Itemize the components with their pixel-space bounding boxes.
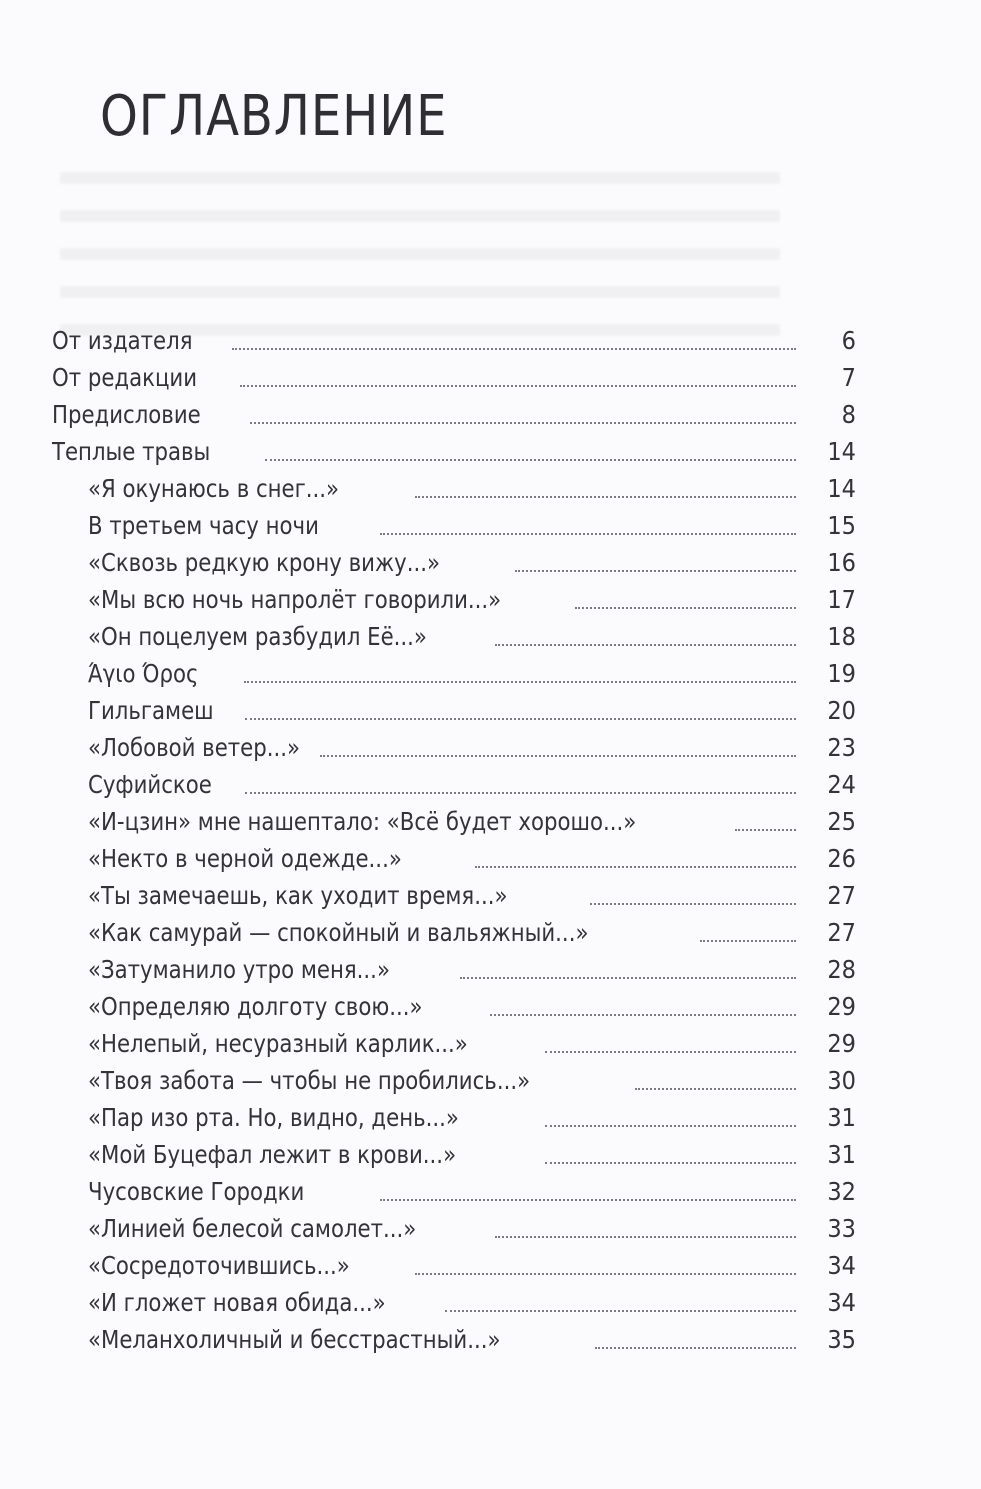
dot-leader: [545, 1125, 796, 1127]
toc-entry-page-number: 28: [827, 955, 856, 984]
dot-leader: [545, 1162, 796, 1164]
toc-entry: [52, 988, 856, 1025]
toc-entry-page-number: 20: [827, 696, 856, 725]
dot-leader: [495, 644, 796, 646]
toc-entry: [52, 544, 856, 581]
toc-entry-title: «Затуманило утро меня...»: [88, 955, 390, 984]
toc-entry-page-number: 8: [841, 400, 856, 429]
toc-entry-title: От издателя: [52, 326, 193, 355]
dot-leader: [490, 1014, 796, 1016]
toc-entry-page-number: 24: [827, 770, 856, 799]
toc-entry-page-number: 18: [827, 622, 856, 651]
toc-entry-page-number: 31: [827, 1103, 856, 1132]
toc-entry: [52, 1321, 856, 1358]
dot-leader: [515, 570, 796, 572]
toc-entry-title: «Сосредоточившись...»: [88, 1251, 350, 1280]
dot-leader: [700, 940, 796, 942]
dot-leader: [595, 1347, 796, 1349]
toc-entry-title: «Я окунаюсь в снег...»: [88, 474, 340, 503]
dot-leader: [245, 792, 796, 794]
toc-entry-page-number: 27: [827, 918, 856, 947]
dot-leader: [320, 755, 796, 757]
dot-leader: [545, 1051, 796, 1053]
toc-entry: [52, 692, 856, 729]
toc-entry: [52, 470, 856, 507]
dot-leader: [735, 829, 796, 831]
dot-leader: [635, 1088, 796, 1090]
toc-entry-page-number: 34: [827, 1251, 856, 1280]
toc-entry: [52, 1210, 856, 1247]
toc-entry: [52, 914, 856, 951]
dot-leader: [265, 459, 796, 461]
dot-leader: [475, 866, 796, 868]
toc-entry-page-number: 34: [827, 1288, 856, 1317]
toc-entry-title: «Мы всю ночь напролёт говорили...»: [88, 585, 502, 614]
dot-leader: [590, 903, 796, 905]
toc-entry-page-number: 14: [827, 474, 856, 503]
toc-entry-page-number: 7: [841, 363, 856, 392]
toc-entry-title: Предисловие: [52, 400, 201, 429]
dot-leader: [240, 385, 796, 387]
toc-entry-title: В третьем часу ночи: [88, 511, 319, 540]
toc-entry-title: Άγιο Όρος: [88, 659, 199, 688]
toc-entry: [52, 359, 856, 396]
toc-entry-title: «И гложет новая обида...»: [88, 1288, 386, 1317]
dot-leader: [575, 607, 796, 609]
table-of-contents: [52, 322, 856, 1358]
toc-entry-page-number: 19: [827, 659, 856, 688]
toc-entry-title: Суфийское: [88, 770, 212, 799]
toc-entry: [52, 877, 856, 914]
toc-entry: [52, 618, 856, 655]
toc-entry-page-number: 35: [827, 1325, 856, 1354]
toc-entry-title: «Определяю долготу свою...»: [88, 992, 423, 1021]
toc-entry: [52, 396, 856, 433]
dot-leader: [245, 718, 796, 720]
toc-entry: [52, 1284, 856, 1321]
toc-entry-title: «Лобовой ветер...»: [88, 733, 300, 762]
dot-leader: [244, 681, 796, 683]
toc-entry-page-number: 29: [827, 992, 856, 1021]
dot-leader: [445, 1310, 796, 1312]
toc-entry: [52, 1173, 856, 1210]
toc-entry-title: Чусовские Городки: [88, 1177, 305, 1206]
toc-entry-title: «Мой Буцефал лежит в крови...»: [88, 1140, 457, 1169]
dot-leader: [250, 422, 796, 424]
toc-entry-page-number: 16: [827, 548, 856, 577]
toc-entry: [52, 803, 856, 840]
toc-entry-page-number: 17: [827, 585, 856, 614]
toc-entry-title: «И-цзин» мне нашептало: «Всё будет хорошо...»: [88, 807, 637, 836]
page-title: ОГЛАВЛЕНИЕ: [100, 84, 448, 149]
toc-entry-title: «Пар изо рта. Но, видно, день...»: [88, 1103, 459, 1132]
toc-entry-title: «Некто в черной одежде...»: [88, 844, 402, 873]
toc-entry-title: Гильгамеш: [88, 696, 214, 725]
dot-leader: [415, 496, 796, 498]
toc-entry-title: «Он поцелуем разбудил Её...»: [88, 622, 427, 651]
dot-leader: [495, 1236, 796, 1238]
bleed-through-texture: [60, 150, 780, 350]
toc-entry-title: «Твоя забота — чтобы не пробились...»: [88, 1066, 531, 1095]
toc-entry: [52, 1136, 856, 1173]
toc-entry-title: От редакции: [52, 363, 198, 392]
toc-entry: [52, 581, 856, 618]
toc-entry: [52, 729, 856, 766]
toc-entry-title: «Как самурай — спокойный и вальяжный...»: [88, 918, 589, 947]
toc-entry: [52, 1062, 856, 1099]
dot-leader: [232, 348, 796, 350]
toc-entry: [52, 1247, 856, 1284]
toc-entry: [52, 1025, 856, 1062]
toc-entry: [52, 766, 856, 803]
dot-leader: [415, 1273, 796, 1275]
toc-entry-title: «Линией белесой самолет...»: [88, 1214, 417, 1243]
toc-entry-title: «Меланхоличный и бесстрастный...»: [88, 1325, 501, 1354]
toc-entry-title: Теплые травы: [52, 437, 211, 466]
toc-entry-page-number: 25: [827, 807, 856, 836]
toc-entry-page-number: 33: [827, 1214, 856, 1243]
toc-entry-page-number: 31: [827, 1140, 856, 1169]
toc-entry: [52, 840, 856, 877]
toc-entry: [52, 655, 856, 692]
toc-entry-page-number: 6: [841, 326, 856, 355]
toc-entry: [52, 1099, 856, 1136]
dot-leader: [460, 977, 796, 979]
toc-entry-page-number: 23: [827, 733, 856, 762]
toc-entry: [52, 507, 856, 544]
toc-entry: [52, 433, 856, 470]
toc-entry-page-number: 29: [827, 1029, 856, 1058]
dot-leader: [380, 533, 796, 535]
toc-entry-page-number: 30: [827, 1066, 856, 1095]
toc-entry-page-number: 14: [827, 437, 856, 466]
toc-entry-page-number: 32: [827, 1177, 856, 1206]
toc-entry: [52, 322, 856, 359]
toc-entry-title: «Нелепый, несуразный карлик...»: [88, 1029, 468, 1058]
toc-entry: [52, 951, 856, 988]
toc-entry-page-number: 15: [827, 511, 856, 540]
toc-entry-page-number: 27: [827, 881, 856, 910]
toc-entry-page-number: 26: [827, 844, 856, 873]
toc-entry-title: «Ты замечаешь, как уходит время...»: [88, 881, 508, 910]
toc-entry-title: «Сквозь редкую крону вижу...»: [88, 548, 440, 577]
dot-leader: [380, 1199, 796, 1201]
